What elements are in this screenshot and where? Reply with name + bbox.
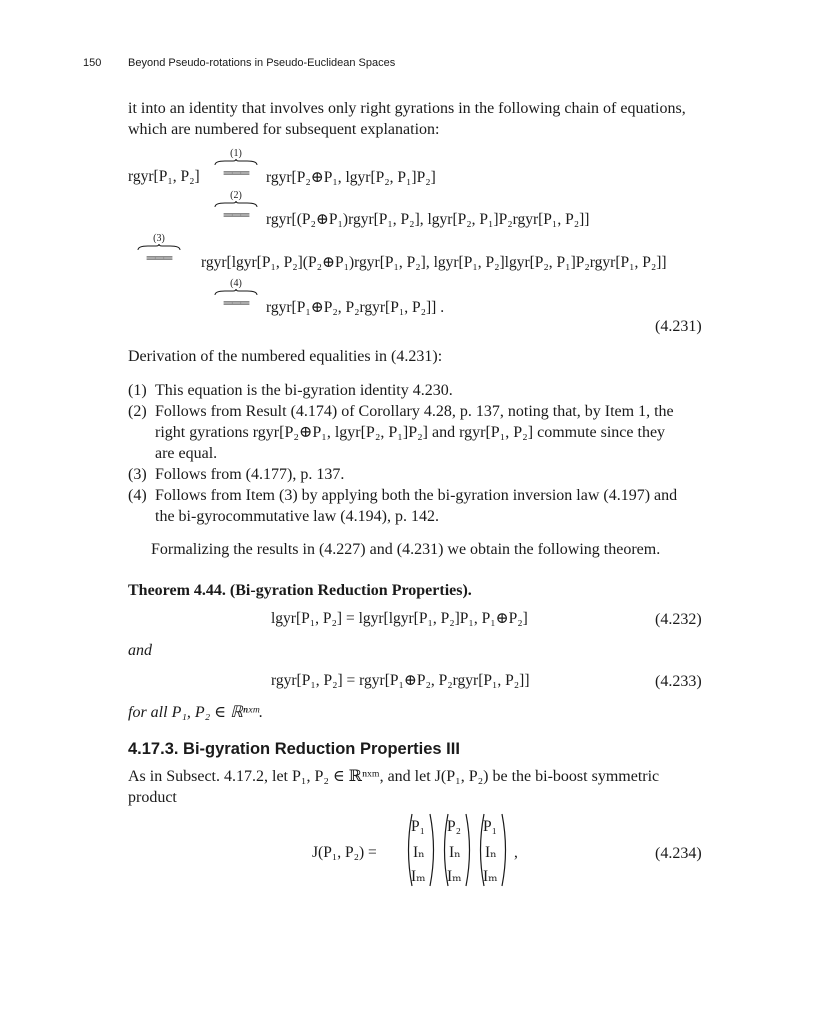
matrix-1-entry-2: Iₙ — [413, 844, 425, 861]
theorem-forall: for all P₁, P₂ ∈ ℝⁿˣᵐ. — [128, 704, 263, 721]
equation-number-4232: (4.232) — [655, 611, 702, 628]
chain-row-4: rgyr[P₁⊕P₂, P₂rgyr[P₁, P₂]] . — [266, 299, 445, 316]
equation-number-4231: (4.231) — [655, 318, 702, 335]
matrix-2-entry-2: Iₙ — [449, 844, 461, 861]
overset-label-1: (1) — [230, 148, 242, 159]
matrix-2-entry-3: Iₘ — [447, 868, 462, 885]
overset-equals-2: (2) ═══ — [213, 190, 259, 221]
section-line-2: product — [128, 789, 177, 806]
matrix-3-entry-2: Iₙ — [485, 844, 497, 861]
theorem-equation-4232: lgyr[P₁, P₂] = lgyr[lgyr[P₁, P₂]P₁, P₁⊕P₂] — [271, 610, 528, 627]
derivation-item-2-line-1: Follows from Result (4.174) of Corollary 4.28, p. 137, noting that, by Item 1, the — [155, 403, 674, 420]
overset-label-2: (2) — [230, 190, 242, 201]
derivation-item-3-num: (3) — [128, 466, 147, 483]
matrix-1-entry-1: P₁ — [411, 818, 426, 835]
matrix-3-entry-1: P₁ — [483, 818, 498, 835]
matrix-3-entry-3: Iₘ — [483, 868, 498, 885]
derivation-item-4-line-2: the bi-gyrocommutative law (4.194), p. 142. — [155, 508, 439, 525]
equation-number-4234: (4.234) — [655, 845, 702, 862]
overset-label-3: (3) — [153, 233, 165, 244]
page-number: 150 — [83, 57, 102, 69]
chain-lhs: rgyr[P₁, P₂] — [128, 168, 200, 185]
equation-4234-lhs: J(P₁, P₂) = — [312, 844, 377, 861]
overset-equals-1: (1) ═══ — [213, 148, 259, 179]
derivation-item-4-line-1: Follows from Item (3) by applying both the bi-gyration inversion law (4.197) and — [155, 487, 678, 504]
overset-equals-4: (4) ═══ — [213, 278, 259, 309]
derivation-item-1-num: (1) — [128, 382, 147, 399]
derivation-item-2-line-2: right gyrations rgyr[P₂⊕P₁, lgyr[P₂, P₁]P₂] and rgyr[P₁, P₂] commute since they — [155, 424, 666, 441]
section-heading: 4.17.3. Bi-gyration Reduction Properties III — [128, 740, 460, 758]
matrix-2-entry-1: P₂ — [447, 818, 462, 835]
derivation-item-3-line-1: Follows from (4.177), p. 137. — [155, 466, 345, 483]
chain-row-1: rgyr[P₂⊕P₁, lgyr[P₂, P₁]P₂] — [266, 169, 436, 186]
formalizing-paragraph: Formalizing the results in (4.227) and (4.231) we obtain the following theorem. — [151, 541, 661, 558]
intro-line-1: it into an identity that involves only right gyrations in the following chain of equations, — [128, 100, 686, 117]
derivation-item-2-line-3: are equal. — [155, 445, 218, 462]
overset-label-4: (4) — [230, 278, 242, 289]
equation-4234-comma: , — [514, 844, 518, 861]
chain-row-2: rgyr[(P₂⊕P₁)rgyr[P₁, P₂], lgyr[P₂, P₁]P₂rgyr[P₁, P₂]] — [266, 211, 590, 228]
derivation-item-1-line-1: This equation is the bi-gyration identity 4.230. — [155, 382, 453, 399]
matrix-1-entry-3: Iₘ — [411, 868, 426, 885]
theorem-equation-4233: rgyr[P₁, P₂] = rgyr[P₁⊕P₂, P₂rgyr[P₁, P₂]] — [271, 672, 530, 689]
running-title: Beyond Pseudo-rotations in Pseudo-Euclidean Spaces — [128, 57, 396, 69]
chain-row-3: rgyr[lgyr[P₁, P₂](P₂⊕P₁)rgyr[P₁, P₂], lgyr[P₁, P₂]lgyr[P₂, P₁]P₂rgyr[P₁, P₂]] — [201, 254, 667, 271]
derivation-heading: Derivation of the numbered equalities in (4.231): — [128, 348, 443, 365]
equation-number-4233: (4.233) — [655, 673, 702, 690]
theorem-title: Theorem 4.44. (Bi-gyration Reduction Properties). — [128, 582, 472, 599]
intro-line-2: which are numbered for subsequent explanation: — [128, 121, 440, 138]
derivation-item-4-num: (4) — [128, 487, 147, 504]
derivation-item-2-num: (2) — [128, 403, 147, 420]
overset-equals-3: (3) ═══ — [136, 233, 182, 264]
theorem-and: and — [128, 642, 152, 659]
section-line-1: As in Subsect. 4.17.2, let P₁, P₂ ∈ ℝⁿˣᵐ, and let J(P₁, P₂) be the bi-boost symmetric — [128, 768, 660, 785]
